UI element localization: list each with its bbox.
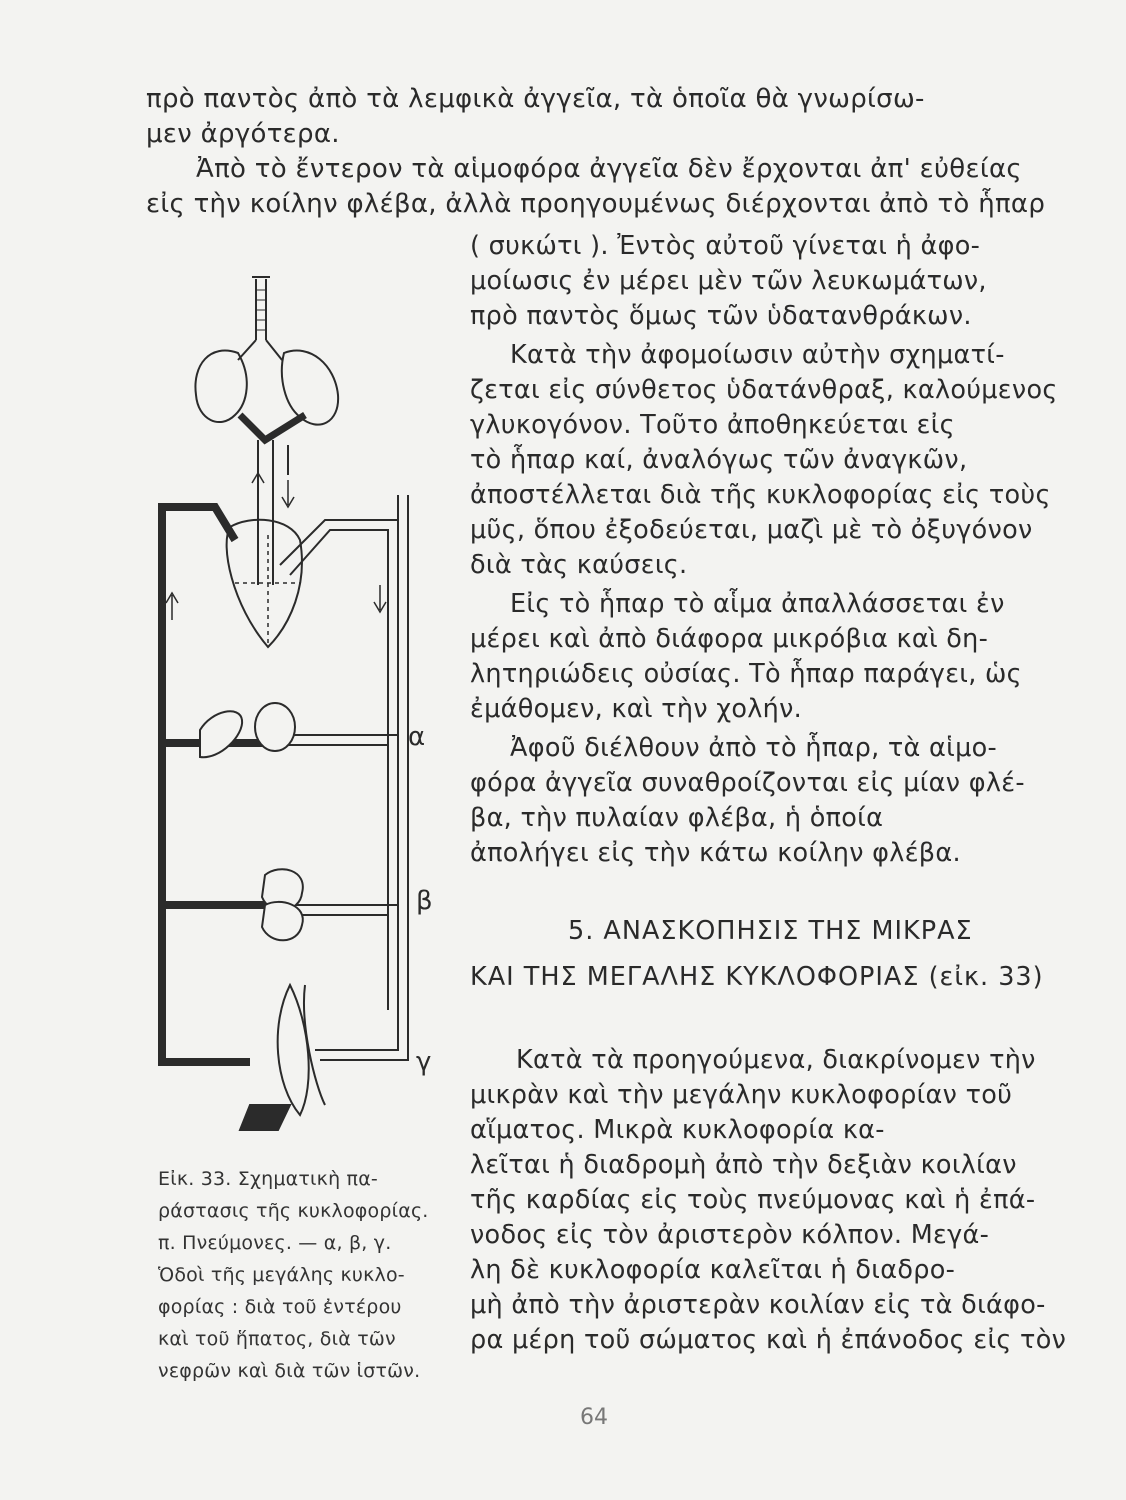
text-line: τῆς καρδίας εἰς τοὺς πνεύμονας καὶ ἡ ἐπά-	[470, 1185, 1036, 1215]
trachea	[252, 277, 270, 340]
text-line: ζεται εἰς σύνθετος ὑδατάνθραξ, καλούμενος	[470, 375, 1058, 405]
text-line: βα, τὴν πυλαίαν φλέβα, ἡ ὁποία	[470, 803, 884, 833]
caption-line: ράστασις τῆς κυκλοφορίας.	[158, 1200, 429, 1222]
caption-line: Εἰκ. 33. Σχηματικὴ πα-	[158, 1168, 378, 1190]
caption-line: νεφρῶν καὶ διὰ τῶν ἱστῶν.	[158, 1360, 421, 1382]
text-line: μὴ ἀπὸ τὴν ἀριστερὰν κοιλίαν εἰς τὰ διάφο-	[470, 1290, 1046, 1320]
text-line: μοίωσις ἐν μέρει μὲν τῶν λευκωμάτων,	[470, 266, 987, 296]
text-line: λεῖται ἡ διαδρομὴ ἀπὸ τὴν δεξιὰν κοιλίαν	[470, 1150, 1017, 1180]
page-number: 64	[580, 1405, 608, 1430]
right-lung	[282, 351, 338, 425]
section-heading: 5. ΑΝΑΣΚΟΠΗΣΙΣ ΤΗΣ ΜΙΚΡΑΣ	[568, 916, 973, 946]
text-line: διὰ τὰς καύσεις.	[470, 550, 688, 580]
text-line: Κατὰ τὰ προηγούμενα, διακρίνομεν τὴν	[516, 1045, 1036, 1075]
text-line: ἀπολήγει εἰς τὴν κάτω κοίλην φλέβα.	[470, 838, 961, 868]
intestine	[255, 703, 295, 751]
text-line: ἀποστέλλεται διὰ τῆς κυκλοφορίας εἰς τοὺς	[470, 480, 1051, 510]
text-line: μεν ἀργότερα.	[146, 119, 340, 149]
left-lung	[195, 351, 246, 422]
text-line: ρα μέρη τοῦ σώματος καὶ ἡ ἐπάνοδος εἰς τὸν	[470, 1325, 1067, 1355]
text-line: Ἀφοῦ διέλθουν ἀπὸ τὸ ἧπαρ, τὰ αἱμο-	[510, 733, 998, 763]
text-line: λη δὲ κυκλοφορία καλεῖται ἡ διαδρο-	[470, 1255, 956, 1285]
text-line: Ἀπὸ τὸ ἔντερον τὰ αἱμοφόρα ἀγγεῖα δὲν ἔρχονται ἀπ' εὐθείας	[196, 154, 1022, 184]
text-line: εἰς τὴν κοίλην φλέβα, ἀλλὰ προηγουμένως διέρχονται ἀπὸ τὸ ἧπαρ	[146, 189, 1046, 219]
text-line: πρὸ παντὸς ὅμως τῶν ὑδατανθράκων.	[470, 301, 972, 331]
text-line: ( συκώτι ). Ἐντὸς αὐτοῦ γίνεται ἡ ἀφο-	[470, 231, 981, 261]
text-line: μέρει καὶ ἀπὸ διάφορα μικρόβια καὶ δη-	[470, 624, 989, 654]
caption-line: Ὁδοὶ τῆς μεγάλης κυκλο-	[158, 1264, 405, 1286]
text-line: γλυκογόνον. Τοῦτο ἀποθηκεύεται εἰς	[470, 410, 955, 440]
label-gamma: γ	[416, 1047, 432, 1077]
text-line: μῦς, ὅπου ἐξοδεύεται, μαζὶ μὲ τὸ ὀξυγόνον	[470, 515, 1033, 545]
section-heading: ΚΑΙ ΤΗΣ ΜΕΓΑΛΗΣ ΚΥΚΛΟΦΟΡΙΑΣ (εἰκ. 33)	[470, 962, 1044, 992]
text-line: νοδος εἰς τὸν ἀριστερὸν κόλπον. Μεγά-	[470, 1220, 990, 1250]
text-line: Εἰς τὸ ἧπαρ τὸ αἷμα ἀπαλλάσσεται ἐν	[510, 589, 1005, 619]
caption-line: καὶ τοῦ ἥπατος, διὰ τῶν	[158, 1328, 396, 1350]
label-alpha: α	[408, 722, 426, 752]
text-line: πρὸ παντὸς ἀπὸ τὰ λεμφικὰ ἀγγεῖα, τὰ ὁποῖα θὰ γνωρίσω-	[146, 84, 925, 114]
circulation-diagram	[140, 265, 440, 1145]
text-line: αἵματος. Μικρὰ κυκλοφορία κα-	[470, 1115, 885, 1145]
text-line: μικρὰν καὶ τὴν μεγάλην κυκλοφορίαν τοῦ	[470, 1080, 1013, 1110]
text-line: Κατὰ τὴν ἀφομοίωσιν αὐτὴν σχηματί-	[510, 340, 1005, 370]
caption-line: π. Πνεύμονες. — α, β, γ.	[158, 1232, 392, 1254]
text-line: ἐμάθομεν, καὶ τὴν χολήν.	[470, 694, 803, 724]
text-line: φόρα ἀγγεῖα συναθροίζονται εἰς μίαν φλέ-	[470, 768, 1025, 798]
caption-line: φορίας : διὰ τοῦ ἐντέρου	[158, 1296, 402, 1318]
text-line: λητηριώδεις οὐσίας. Τὸ ἧπαρ παράγει, ὡς	[470, 659, 1022, 689]
label-beta: β	[416, 886, 433, 916]
text-line: τὸ ἧπαρ καί, ἀναλόγως τῶν ἀναγκῶν,	[470, 445, 968, 475]
liver	[200, 711, 242, 757]
